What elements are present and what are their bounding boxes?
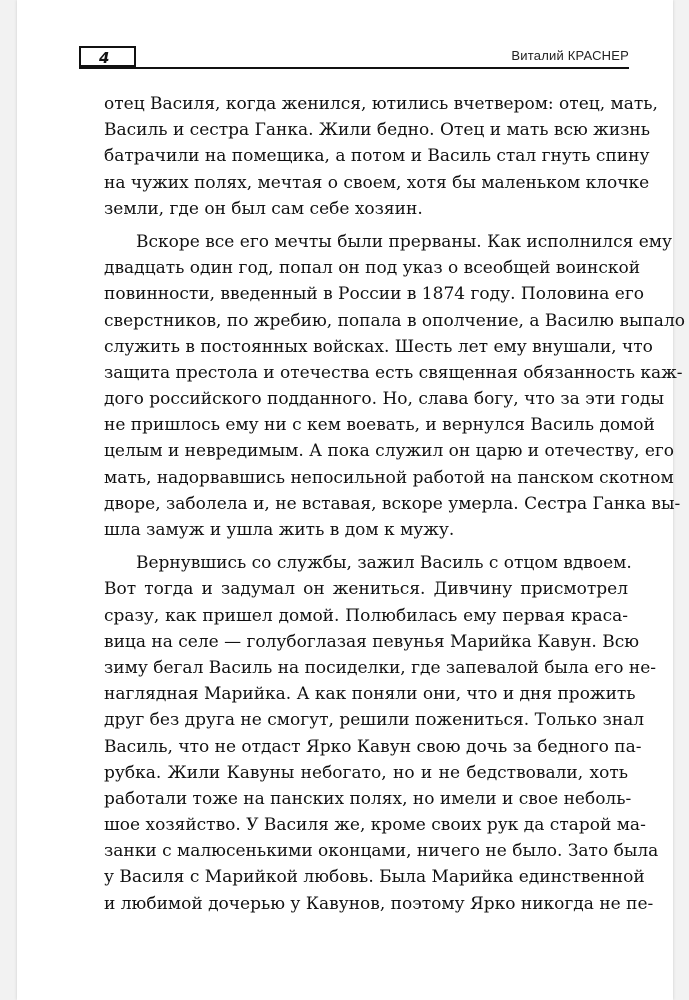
text-line: сверстников, по жребию, попала в ополчение, а Василю выпало: [104, 310, 685, 331]
page-number: 4: [99, 49, 110, 67]
text-line: дого российского подданного. Но, слава богу, что за эти годы: [104, 389, 664, 410]
text-line: земли, где он был сам себе хозяин.: [104, 198, 423, 219]
header-rule: [79, 67, 629, 69]
text-line: батрачили на помещика, а потом и Василь стал гнуть спину: [104, 146, 650, 167]
text-line: не пришлось ему ни с кем воевать, и вернулся Василь домой: [104, 415, 655, 436]
book-page: [17, 0, 685, 1000]
text-line: рубка. Жили Кавуны небогато, но и не бедствовали, хоть: [104, 762, 628, 783]
text-line: повинности, введенный в России в 1874 году. Половина его: [104, 284, 644, 305]
text-line: друг без друга не смогут, решили пожениться. Только знал: [104, 710, 645, 731]
text-line: Вернувшись со службы, зажил Василь с отцом вдвоем.: [136, 553, 632, 574]
page-header: [79, 46, 629, 70]
text-line: целым и невредимым. А пока служил он царю и отечеству, его: [104, 441, 675, 462]
text-line: Василь, что не отдаст Ярко Кавун свою дочь за бедного па-: [104, 736, 642, 757]
text-line: шла замуж и ушла жить в дом к мужу.: [104, 520, 455, 540]
text-line: защита престола и отечества есть священная обязанность каж-: [104, 362, 683, 383]
text-line: сразу, как пришел домой. Полюбилась ему первая краса-: [104, 605, 628, 626]
text-line: и любимой дочерью у Кавунов, поэтому Ярко никогда не пе-: [104, 893, 654, 914]
text-line: отец Василя, когда женился, ютились вчетвером: отец, мать,: [104, 94, 658, 114]
paragraph: [104, 550, 659, 917]
text-line: дворе, заболела и, не вставая, вскоре умерла. Сестра Ганка вы-: [104, 493, 681, 514]
text-line: на чужих полях, мечтая о своем, хотя бы маленьком клочке: [104, 172, 650, 193]
body-text: [104, 91, 685, 917]
text-line: работали тоже на панских полях, но имели и свое неболь-: [104, 788, 632, 809]
page-number-box: [79, 46, 136, 67]
text-line: занки с малюсенькими оконцами, ничего не было. Зато была: [104, 841, 659, 862]
text-line: Вот тогда и задумал он жениться. Дивчину присмотрел: [104, 579, 628, 600]
text-line: двадцать один год, попал он под указ о всеобщей воинской: [104, 258, 641, 279]
text-line: наглядная Марийка. А как поняли они, что и дня прожить: [104, 684, 636, 705]
text-line: шое хозяйство. У Василя же, кроме своих рук да старой ма-: [104, 815, 646, 836]
running-head-author: Виталий КРАСНЕР: [511, 48, 629, 63]
paragraph: [104, 229, 685, 543]
text-line: служить в постоянных войсках. Шесть лет ему внушали, что: [104, 336, 653, 357]
text-line: Вскоре все его мечты были прерваны. Как исполнился ему: [136, 231, 673, 252]
text-line: Василь и сестра Ганка. Жили бедно. Отец и мать всю жизнь: [104, 120, 651, 141]
text-line: у Василя с Марийкой любовь. Была Марийка единственной: [104, 867, 645, 888]
text-line: мать, надорвавшись непосильной работой на панском скотном: [104, 467, 674, 488]
paragraph: [104, 91, 658, 222]
text-line: вица на селе — голубоглазая певунья Марийка Кавун. Всю: [104, 631, 640, 652]
text-line: зиму бегал Василь на посиделки, где запевалой была его не-: [104, 657, 657, 678]
